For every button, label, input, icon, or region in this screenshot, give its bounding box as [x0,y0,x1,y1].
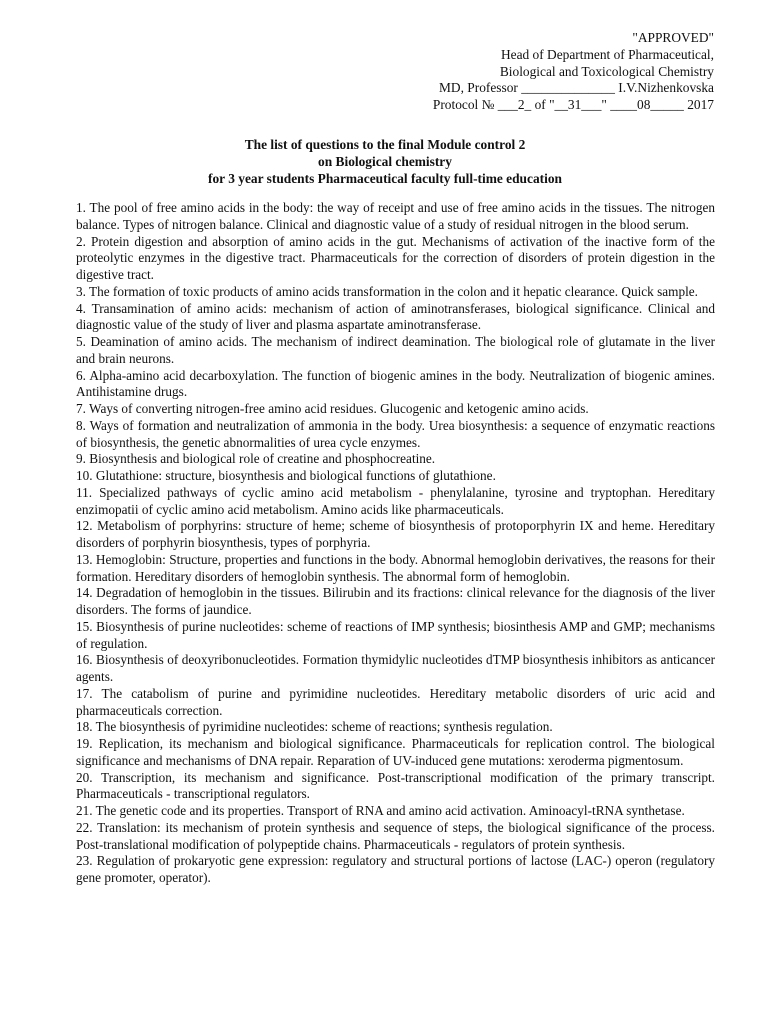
question-item: 21. The genetic code and its properties. Transport of RNA and amino acid activation. Aminoacyl-tRNA synthetase. [76,803,685,818]
approval-department: Head of Department of Pharmaceutical, [500,46,714,62]
question-item: 10. Glutathione: structure, biosynthesis and biological functions of glutathione. [76,468,496,483]
question-item: 17. The catabolism of purine and pyrimidine nucleotides. Hereditary metabolic disorders of uric acid and pharmaceuticals correction. [76,685,715,718]
question-item: 22. Translation: its mechanism of protein synthesis and sequence of steps, the biological significance of the process. Post-translational modification of polypeptide chains. Pharmaceuticals - regulators of protein synthesis. [76,819,715,852]
approval-signature-line: MD, Professor ______________ I.V.Nizhenkovska [439,80,714,96]
approval-department-cont: Biological and Toxicological Chemistry [499,63,714,79]
document-title [56,136,714,187]
question-list [76,200,715,887]
approval-stamp [334,30,714,114]
question-item: 15. Biosynthesis of purine nucleotides: scheme of reactions of IMP synthesis; biosinthesis AMP and GMP; mechanisms of regulation. [76,618,715,651]
question-item: 11. Specialized pathways of cyclic amino acid metabolism - phenylalanine, tyrosine and tryptophan. Hereditary enzimopatii of cyclic amino acid metabolism. Amino acids like pharmaceuticals. [76,484,715,517]
question-item: 16. Biosynthesis of deoxyribonucleotides. Formation thymidylic nucleotides dTMP biosynthesis inhibitors as anticancer agents. [76,652,715,684]
approval-heading: "APPROVED" [632,30,714,45]
question-item: 6. Alpha-amino acid decarboxylation. The function of biogenic amines in the body. Neutralization of biogenic amines. Antihistamine drugs. [76,367,715,400]
question-item: 5. Deamination of amino acids. The mechanism of indirect deamination. The biological role of glutamate in the liver and brain neurons. [76,334,715,366]
approval-protocol: Protocol № ___2_ of "__31___" ____08_____ 2017 [432,97,714,113]
question-item: 2. Protein digestion and absorption of amino acids in the gut. Mechanisms of activation of the inactive form of the proteolytic enzymes in the digestive tract. Pharmaceuticals for the correction of disorders of protein digestion in the digestive tract. [76,233,715,282]
question-item: 23. Regulation of prokaryotic gene expression: regulatory and structural portions of lactose (LAC-) operon (regulatory gene promoter, operator). [76,853,715,885]
question-item: 18. The biosynthesis of pyrimidine nucleotides: scheme of reactions; synthesis regulation. [76,719,553,735]
question-item: 7. Ways of converting nitrogen-free amino acid residues. Glucogenic and ketogenic amino acids. [76,401,589,416]
question-item: 19. Replication, its mechanism and biological significance. Pharmaceuticals for replication control. The biological significance and mechanisms of DNA repair. Reparation of UV-induced gene mutations: xeroderma pigmentosum. [76,736,715,768]
title-line-3: for 3 year students Pharmaceutical faculty full-time education [208,171,562,186]
question-item: 9. Biosynthesis and biological role of creatine and phosphocreatine. [76,451,436,467]
question-item: 4. Transamination of amino acids: mechanism of action of aminotransferases, biological significance. Clinical and diagnostic value of the study of liver and plasma aspartate aminotransferase. [76,300,715,333]
title-line-2: on Biological chemistry [318,154,452,169]
question-item: 13. Hemoglobin: Structure, properties and functions in the body. Abnormal hemoglobin derivatives, the reasons for their formation. Hereditary disorders of hemoglobin synthesis. The abnormal form of hemoglobin. [76,551,715,584]
question-item: 8. Ways of formation and neutralization of ammonia in the body. Urea biosynthesis: a sequence of enzymatic reactions of biosynthesis, the genetic abnormalities of urea cycle enzymes. [76,417,715,450]
question-item: 20. Transcription, its mechanism and significance. Post-transcriptional modification of the primary transcript. Pharmaceuticals - transcriptional regulators. [76,769,715,802]
question-item: 1. The pool of free amino acids in the body: the way of receipt and use of free amino acids in the tissues. The nitrogen balance. Types of nitrogen balance. Clinical and diagnostic value of a study of residual nitrogen in the blood serum. [76,200,715,232]
question-item: 12. Metabolism of porphyrins: structure of heme; scheme of biosynthesis of protoporphyrin IX and heme. Hereditary disorders of porphyrin biosynthesis, types of porphyria. [76,518,715,550]
question-item: 14. Degradation of hemoglobin in the tissues. Bilirubin and its fractions: clinical relevance for the diagnosis of the liver disorders. The forms of jaundice. [76,585,715,617]
title-line-1: The list of questions to the final Module control 2 [244,137,526,152]
question-item: 3. The formation of toxic products of amino acids transformation in the colon and it hepatic clearance. Quick sample. [76,283,698,299]
